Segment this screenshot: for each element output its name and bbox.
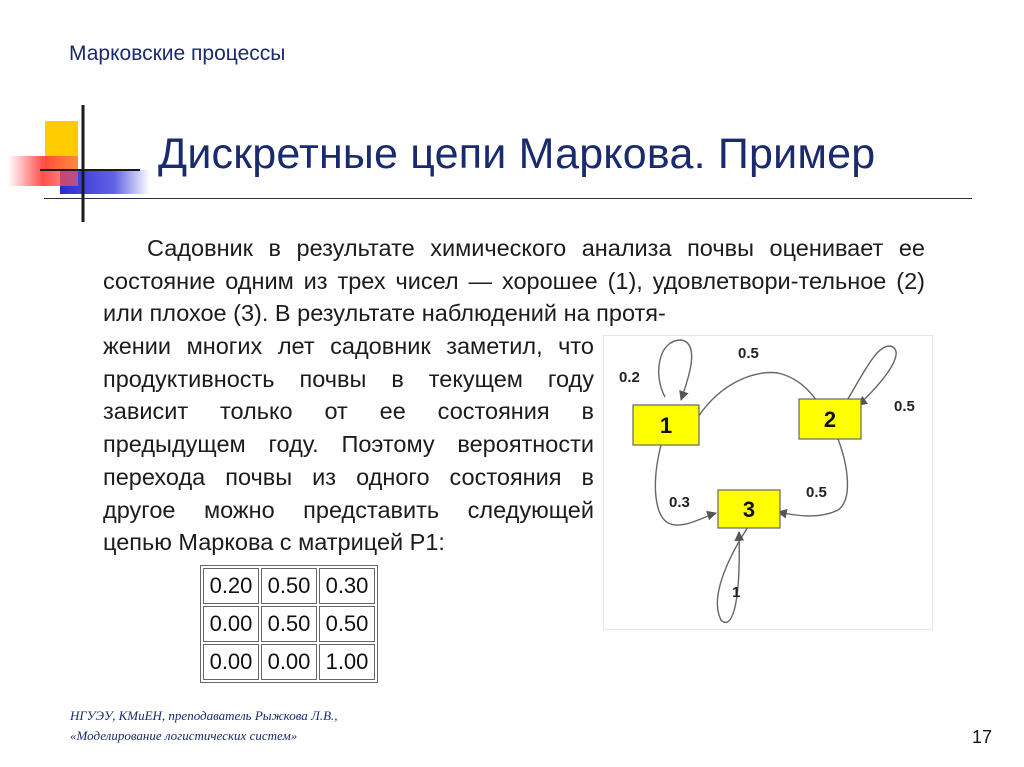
matrix-cell: 0.00 bbox=[203, 606, 259, 642]
matrix-cell: 0.20 bbox=[203, 568, 259, 604]
prob-label-1-3: 0.3 bbox=[669, 494, 690, 511]
state-label: 1 bbox=[659, 413, 673, 438]
state-label: 3 bbox=[742, 497, 756, 522]
prob-label-loop-2: 0.5 bbox=[894, 398, 915, 415]
footer-course: «Моделирование логистических систем» bbox=[70, 728, 298, 743]
matrix-cell: 1.00 bbox=[319, 644, 375, 680]
state-node-1 bbox=[633, 405, 699, 445]
state-label: 2 bbox=[823, 407, 837, 432]
paragraph-bottom: жении многих лет садовник заметил, что продуктивность почвы в текущем году зависит только от ее состояния в предыдущем году. Поэтому вероятности перехода почвы из одного состояния в другое можно представить следующей цепью Маркова с матрицей P1: bbox=[103, 333, 594, 556]
matrix-cell: 0.50 bbox=[319, 606, 375, 642]
matrix-row bbox=[203, 644, 375, 680]
title-divider bbox=[44, 198, 972, 199]
decoration-squares bbox=[0, 100, 160, 230]
state-node-3 bbox=[718, 490, 780, 528]
transition-matrix bbox=[200, 565, 378, 683]
matrix-cell: 0.00 bbox=[261, 644, 317, 680]
matrix-cell: 0.00 bbox=[203, 644, 259, 680]
paragraph-top: Садовник в результате химического анализа почвы оценивает ее состояние одним из трех чисел — хорошее (1), удовлетвори-тельное (2) или плохое (3). В результате наблюдений на протя- bbox=[103, 235, 925, 327]
prob-label-2-3: 0.5 bbox=[806, 484, 827, 501]
matrix-cell: 0.50 bbox=[261, 606, 317, 642]
page-title: Дискретные цепи Маркова. Пример bbox=[158, 130, 876, 178]
matrix-row bbox=[203, 568, 375, 604]
matrix-row bbox=[203, 606, 375, 642]
prob-label-1-2: 0.5 bbox=[738, 345, 759, 362]
markov-chain-diagram bbox=[603, 335, 933, 630]
prob-label-loop-1: 0.2 bbox=[619, 369, 640, 386]
topic-label: Марковские процессы bbox=[69, 42, 286, 65]
page-number: 17 bbox=[972, 727, 993, 747]
matrix-cell: 0.30 bbox=[319, 568, 375, 604]
prob-label-loop-3: 1 bbox=[732, 584, 741, 601]
footer-author: НГУЭУ, КМиЕН, преподаватель Рыжкова Л.В., bbox=[70, 708, 338, 723]
state-node-2 bbox=[799, 399, 861, 439]
matrix-cell: 0.50 bbox=[261, 568, 317, 604]
